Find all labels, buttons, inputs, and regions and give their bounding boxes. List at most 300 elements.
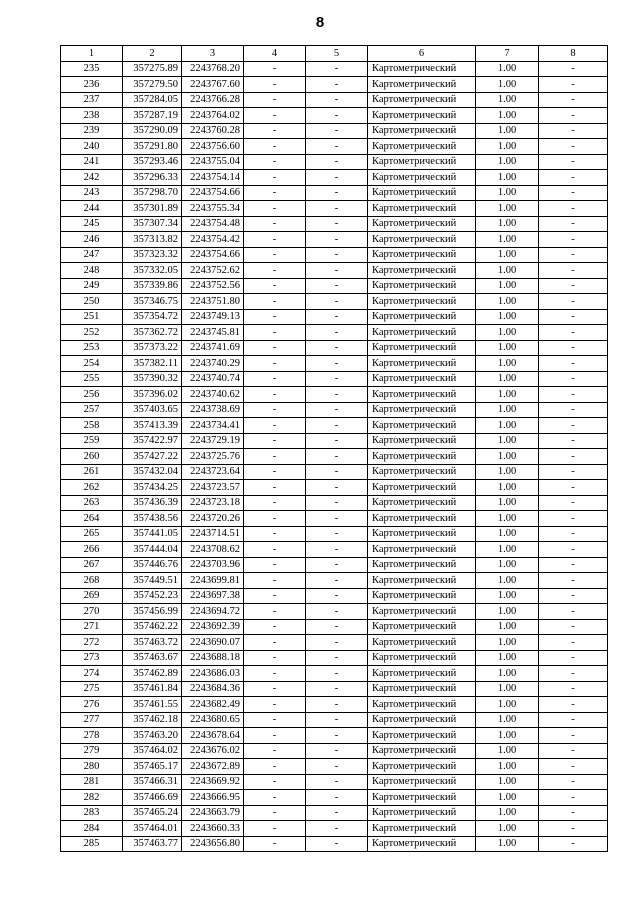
column-4-cell: - <box>244 247 306 263</box>
accuracy-cell: 1.00 <box>476 573 539 589</box>
method-cell: Картометрический <box>368 356 476 372</box>
y-coordinate-cell: 2243760.28 <box>182 123 244 139</box>
accuracy-cell: 1.00 <box>476 480 539 496</box>
point-number-cell: 247 <box>61 247 123 263</box>
table-row <box>61 170 608 186</box>
table-row <box>61 697 608 713</box>
column-5-cell: - <box>306 371 368 387</box>
table-row <box>61 325 608 341</box>
coordinates-table <box>60 45 608 852</box>
method-cell: Картометрический <box>368 402 476 418</box>
point-number-cell: 252 <box>61 325 123 341</box>
table-row <box>61 635 608 651</box>
column-8-cell: - <box>539 371 608 387</box>
point-number-cell: 268 <box>61 573 123 589</box>
table-row <box>61 666 608 682</box>
accuracy-cell: 1.00 <box>476 526 539 542</box>
column-4-cell: - <box>244 216 306 232</box>
accuracy-cell: 1.00 <box>476 356 539 372</box>
table-row <box>61 232 608 248</box>
column-8-cell: - <box>539 759 608 775</box>
point-number-cell: 280 <box>61 759 123 775</box>
column-8-cell: - <box>539 542 608 558</box>
column-8-cell: - <box>539 356 608 372</box>
column-5-cell: - <box>306 666 368 682</box>
column-5-cell: - <box>306 108 368 124</box>
table-row <box>61 402 608 418</box>
method-cell: Картометрический <box>368 340 476 356</box>
column-4-cell: - <box>244 650 306 666</box>
point-number-cell: 246 <box>61 232 123 248</box>
x-coordinate-cell: 357307.34 <box>123 216 182 232</box>
column-header: 2 <box>123 46 182 62</box>
column-8-cell: - <box>539 325 608 341</box>
x-coordinate-cell: 357463.67 <box>123 650 182 666</box>
column-4-cell: - <box>244 263 306 279</box>
column-4-cell: - <box>244 743 306 759</box>
column-8-cell: - <box>539 821 608 837</box>
column-4-cell: - <box>244 77 306 93</box>
column-4-cell: - <box>244 325 306 341</box>
x-coordinate-cell: 357290.09 <box>123 123 182 139</box>
method-cell: Картометрический <box>368 635 476 651</box>
table-row <box>61 247 608 263</box>
y-coordinate-cell: 2243663.79 <box>182 805 244 821</box>
x-coordinate-cell: 357441.05 <box>123 526 182 542</box>
y-coordinate-cell: 2243703.96 <box>182 557 244 573</box>
table-row <box>61 759 608 775</box>
x-coordinate-cell: 357465.17 <box>123 759 182 775</box>
column-8-cell: - <box>539 697 608 713</box>
method-cell: Картометрический <box>368 232 476 248</box>
column-8-cell: - <box>539 495 608 511</box>
column-8-cell: - <box>539 402 608 418</box>
accuracy-cell: 1.00 <box>476 247 539 263</box>
column-8-cell: - <box>539 635 608 651</box>
column-5-cell: - <box>306 402 368 418</box>
column-5-cell: - <box>306 681 368 697</box>
column-4-cell: - <box>244 790 306 806</box>
column-8-cell: - <box>539 340 608 356</box>
column-8-cell: - <box>539 61 608 77</box>
column-8-cell: - <box>539 805 608 821</box>
method-cell: Картометрический <box>368 247 476 263</box>
y-coordinate-cell: 2243740.74 <box>182 371 244 387</box>
method-cell: Картометрический <box>368 464 476 480</box>
column-4-cell: - <box>244 604 306 620</box>
method-cell: Картометрический <box>368 728 476 744</box>
x-coordinate-cell: 357466.69 <box>123 790 182 806</box>
method-cell: Картометрический <box>368 263 476 279</box>
accuracy-cell: 1.00 <box>476 185 539 201</box>
column-8-cell: - <box>539 557 608 573</box>
column-5-cell: - <box>306 712 368 728</box>
x-coordinate-cell: 357463.72 <box>123 635 182 651</box>
accuracy-cell: 1.00 <box>476 697 539 713</box>
x-coordinate-cell: 357463.77 <box>123 836 182 852</box>
column-5-cell: - <box>306 185 368 201</box>
method-cell: Картометрический <box>368 805 476 821</box>
point-number-cell: 244 <box>61 201 123 217</box>
x-coordinate-cell: 357449.51 <box>123 573 182 589</box>
x-coordinate-cell: 357413.39 <box>123 418 182 434</box>
column-8-cell: - <box>539 77 608 93</box>
column-header: 4 <box>244 46 306 62</box>
accuracy-cell: 1.00 <box>476 604 539 620</box>
table-row <box>61 371 608 387</box>
column-5-cell: - <box>306 154 368 170</box>
table-row <box>61 185 608 201</box>
point-number-cell: 240 <box>61 139 123 155</box>
accuracy-cell: 1.00 <box>476 557 539 573</box>
column-4-cell: - <box>244 728 306 744</box>
column-8-cell: - <box>539 154 608 170</box>
table-row <box>61 356 608 372</box>
x-coordinate-cell: 357463.20 <box>123 728 182 744</box>
x-coordinate-cell: 357346.75 <box>123 294 182 310</box>
column-5-cell: - <box>306 356 368 372</box>
x-coordinate-cell: 357461.55 <box>123 697 182 713</box>
column-4-cell: - <box>244 619 306 635</box>
accuracy-cell: 1.00 <box>476 154 539 170</box>
column-5-cell: - <box>306 790 368 806</box>
column-header: 6 <box>368 46 476 62</box>
y-coordinate-cell: 2243699.81 <box>182 573 244 589</box>
method-cell: Картометрический <box>368 495 476 511</box>
column-4-cell: - <box>244 309 306 325</box>
table-row <box>61 433 608 449</box>
table-row <box>61 201 608 217</box>
point-number-cell: 243 <box>61 185 123 201</box>
y-coordinate-cell: 2243697.38 <box>182 588 244 604</box>
point-number-cell: 263 <box>61 495 123 511</box>
column-5-cell: - <box>306 619 368 635</box>
column-4-cell: - <box>244 185 306 201</box>
method-cell: Картометрический <box>368 61 476 77</box>
accuracy-cell: 1.00 <box>476 728 539 744</box>
table-row <box>61 61 608 77</box>
method-cell: Картометрический <box>368 387 476 403</box>
table-row <box>61 418 608 434</box>
method-cell: Картометрический <box>368 77 476 93</box>
y-coordinate-cell: 2243694.72 <box>182 604 244 620</box>
accuracy-cell: 1.00 <box>476 170 539 186</box>
accuracy-cell: 1.00 <box>476 294 539 310</box>
column-8-cell: - <box>539 263 608 279</box>
y-coordinate-cell: 2243741.69 <box>182 340 244 356</box>
y-coordinate-cell: 2243708.62 <box>182 542 244 558</box>
column-8-cell: - <box>539 728 608 744</box>
column-5-cell: - <box>306 495 368 511</box>
column-8-cell: - <box>539 464 608 480</box>
column-4-cell: - <box>244 774 306 790</box>
y-coordinate-cell: 2243751.80 <box>182 294 244 310</box>
column-8-cell: - <box>539 619 608 635</box>
y-coordinate-cell: 2243725.76 <box>182 449 244 465</box>
column-8-cell: - <box>539 666 608 682</box>
column-5-cell: - <box>306 216 368 232</box>
column-4-cell: - <box>244 712 306 728</box>
column-4-cell: - <box>244 433 306 449</box>
column-5-cell: - <box>306 61 368 77</box>
y-coordinate-cell: 2243723.57 <box>182 480 244 496</box>
y-coordinate-cell: 2243766.28 <box>182 92 244 108</box>
x-coordinate-cell: 357465.24 <box>123 805 182 821</box>
x-coordinate-cell: 357332.05 <box>123 263 182 279</box>
x-coordinate-cell: 357464.01 <box>123 821 182 837</box>
method-cell: Картометрический <box>368 325 476 341</box>
point-number-cell: 275 <box>61 681 123 697</box>
point-number-cell: 249 <box>61 278 123 294</box>
table-row <box>61 604 608 620</box>
x-coordinate-cell: 357462.89 <box>123 666 182 682</box>
table-row <box>61 573 608 589</box>
method-cell: Картометрический <box>368 588 476 604</box>
method-cell: Картометрический <box>368 418 476 434</box>
y-coordinate-cell: 2243749.13 <box>182 309 244 325</box>
column-8-cell: - <box>539 604 608 620</box>
method-cell: Картометрический <box>368 650 476 666</box>
column-5-cell: - <box>306 805 368 821</box>
accuracy-cell: 1.00 <box>476 774 539 790</box>
point-number-cell: 265 <box>61 526 123 542</box>
point-number-cell: 257 <box>61 402 123 418</box>
y-coordinate-cell: 2243752.56 <box>182 278 244 294</box>
column-8-cell: - <box>539 387 608 403</box>
accuracy-cell: 1.00 <box>476 650 539 666</box>
y-coordinate-cell: 2243752.62 <box>182 263 244 279</box>
y-coordinate-cell: 2243745.81 <box>182 325 244 341</box>
accuracy-cell: 1.00 <box>476 588 539 604</box>
accuracy-cell: 1.00 <box>476 139 539 155</box>
column-5-cell: - <box>306 294 368 310</box>
column-8-cell: - <box>539 712 608 728</box>
column-5-cell: - <box>306 526 368 542</box>
column-4-cell: - <box>244 573 306 589</box>
point-number-cell: 259 <box>61 433 123 449</box>
y-coordinate-cell: 2243768.20 <box>182 61 244 77</box>
column-5-cell: - <box>306 821 368 837</box>
point-number-cell: 283 <box>61 805 123 821</box>
accuracy-cell: 1.00 <box>476 108 539 124</box>
y-coordinate-cell: 2243669.92 <box>182 774 244 790</box>
method-cell: Картометрический <box>368 743 476 759</box>
column-5-cell: - <box>306 340 368 356</box>
accuracy-cell: 1.00 <box>476 542 539 558</box>
column-5-cell: - <box>306 232 368 248</box>
column-4-cell: - <box>244 387 306 403</box>
accuracy-cell: 1.00 <box>476 387 539 403</box>
point-number-cell: 236 <box>61 77 123 93</box>
x-coordinate-cell: 357396.02 <box>123 387 182 403</box>
column-8-cell: - <box>539 743 608 759</box>
column-8-cell: - <box>539 480 608 496</box>
x-coordinate-cell: 357434.25 <box>123 480 182 496</box>
column-8-cell: - <box>539 433 608 449</box>
column-4-cell: - <box>244 464 306 480</box>
table-row <box>61 387 608 403</box>
column-5-cell: - <box>306 604 368 620</box>
column-4-cell: - <box>244 402 306 418</box>
y-coordinate-cell: 2243682.49 <box>182 697 244 713</box>
accuracy-cell: 1.00 <box>476 743 539 759</box>
table-row <box>61 92 608 108</box>
method-cell: Картометрический <box>368 681 476 697</box>
point-number-cell: 266 <box>61 542 123 558</box>
point-number-cell: 256 <box>61 387 123 403</box>
x-coordinate-cell: 357293.46 <box>123 154 182 170</box>
x-coordinate-cell: 357301.89 <box>123 201 182 217</box>
column-5-cell: - <box>306 278 368 294</box>
column-8-cell: - <box>539 449 608 465</box>
y-coordinate-cell: 2243756.60 <box>182 139 244 155</box>
point-number-cell: 261 <box>61 464 123 480</box>
accuracy-cell: 1.00 <box>476 123 539 139</box>
column-4-cell: - <box>244 371 306 387</box>
method-cell: Картометрический <box>368 557 476 573</box>
point-number-cell: 235 <box>61 61 123 77</box>
accuracy-cell: 1.00 <box>476 263 539 279</box>
column-4-cell: - <box>244 108 306 124</box>
y-coordinate-cell: 2243723.18 <box>182 495 244 511</box>
table-body <box>61 61 608 852</box>
column-5-cell: - <box>306 123 368 139</box>
column-4-cell: - <box>244 697 306 713</box>
method-cell: Картометрический <box>368 604 476 620</box>
column-5-cell: - <box>306 635 368 651</box>
column-5-cell: - <box>306 728 368 744</box>
page-number: 8 <box>315 14 325 31</box>
column-8-cell: - <box>539 108 608 124</box>
column-5-cell: - <box>306 743 368 759</box>
column-header: 3 <box>182 46 244 62</box>
point-number-cell: 260 <box>61 449 123 465</box>
column-4-cell: - <box>244 480 306 496</box>
table-row <box>61 542 608 558</box>
point-number-cell: 241 <box>61 154 123 170</box>
accuracy-cell: 1.00 <box>476 821 539 837</box>
method-cell: Картометрический <box>368 294 476 310</box>
y-coordinate-cell: 2243738.69 <box>182 402 244 418</box>
column-4-cell: - <box>244 511 306 527</box>
accuracy-cell: 1.00 <box>476 836 539 852</box>
column-8-cell: - <box>539 170 608 186</box>
column-8-cell: - <box>539 247 608 263</box>
accuracy-cell: 1.00 <box>476 278 539 294</box>
y-coordinate-cell: 2243755.34 <box>182 201 244 217</box>
column-header: 1 <box>61 46 123 62</box>
x-coordinate-cell: 357287.19 <box>123 108 182 124</box>
table-row <box>61 588 608 604</box>
x-coordinate-cell: 357291.80 <box>123 139 182 155</box>
column-8-cell: - <box>539 185 608 201</box>
table-row <box>61 123 608 139</box>
point-number-cell: 274 <box>61 666 123 682</box>
table-row <box>61 526 608 542</box>
y-coordinate-cell: 2243723.64 <box>182 464 244 480</box>
y-coordinate-cell: 2243729.19 <box>182 433 244 449</box>
x-coordinate-cell: 357323.32 <box>123 247 182 263</box>
column-8-cell: - <box>539 278 608 294</box>
column-5-cell: - <box>306 92 368 108</box>
column-5-cell: - <box>306 325 368 341</box>
column-5-cell: - <box>306 480 368 496</box>
column-8-cell: - <box>539 309 608 325</box>
table-row <box>61 77 608 93</box>
column-5-cell: - <box>306 697 368 713</box>
accuracy-cell: 1.00 <box>476 790 539 806</box>
y-coordinate-cell: 2243740.29 <box>182 356 244 372</box>
accuracy-cell: 1.00 <box>476 371 539 387</box>
accuracy-cell: 1.00 <box>476 666 539 682</box>
y-coordinate-cell: 2243740.62 <box>182 387 244 403</box>
table-row <box>61 340 608 356</box>
point-number-cell: 284 <box>61 821 123 837</box>
x-coordinate-cell: 357298.70 <box>123 185 182 201</box>
point-number-cell: 237 <box>61 92 123 108</box>
y-coordinate-cell: 2243678.64 <box>182 728 244 744</box>
column-4-cell: - <box>244 340 306 356</box>
method-cell: Картометрический <box>368 139 476 155</box>
method-cell: Картометрический <box>368 542 476 558</box>
table-row <box>61 480 608 496</box>
x-coordinate-cell: 357436.39 <box>123 495 182 511</box>
x-coordinate-cell: 357275.89 <box>123 61 182 77</box>
accuracy-cell: 1.00 <box>476 92 539 108</box>
accuracy-cell: 1.00 <box>476 77 539 93</box>
method-cell: Картометрический <box>368 433 476 449</box>
column-4-cell: - <box>244 836 306 852</box>
point-number-cell: 262 <box>61 480 123 496</box>
y-coordinate-cell: 2243754.14 <box>182 170 244 186</box>
column-4-cell: - <box>244 278 306 294</box>
y-coordinate-cell: 2243767.60 <box>182 77 244 93</box>
accuracy-cell: 1.00 <box>476 325 539 341</box>
table-row <box>61 774 608 790</box>
accuracy-cell: 1.00 <box>476 495 539 511</box>
column-4-cell: - <box>244 542 306 558</box>
accuracy-cell: 1.00 <box>476 309 539 325</box>
column-4-cell: - <box>244 418 306 434</box>
column-8-cell: - <box>539 123 608 139</box>
point-number-cell: 279 <box>61 743 123 759</box>
table-row <box>61 805 608 821</box>
table-row <box>61 511 608 527</box>
x-coordinate-cell: 357466.31 <box>123 774 182 790</box>
method-cell: Картометрический <box>368 526 476 542</box>
y-coordinate-cell: 2243684.36 <box>182 681 244 697</box>
y-coordinate-cell: 2243754.42 <box>182 232 244 248</box>
point-number-cell: 270 <box>61 604 123 620</box>
x-coordinate-cell: 357427.22 <box>123 449 182 465</box>
method-cell: Картометрический <box>368 697 476 713</box>
point-number-cell: 272 <box>61 635 123 651</box>
y-coordinate-cell: 2243754.66 <box>182 185 244 201</box>
column-5-cell: - <box>306 449 368 465</box>
column-5-cell: - <box>306 759 368 775</box>
column-5-cell: - <box>306 836 368 852</box>
accuracy-cell: 1.00 <box>476 232 539 248</box>
column-5-cell: - <box>306 170 368 186</box>
y-coordinate-cell: 2243688.18 <box>182 650 244 666</box>
column-5-cell: - <box>306 464 368 480</box>
method-cell: Картометрический <box>368 759 476 775</box>
column-4-cell: - <box>244 61 306 77</box>
table-row <box>61 495 608 511</box>
column-8-cell: - <box>539 418 608 434</box>
x-coordinate-cell: 357373.22 <box>123 340 182 356</box>
method-cell: Картометрический <box>368 821 476 837</box>
